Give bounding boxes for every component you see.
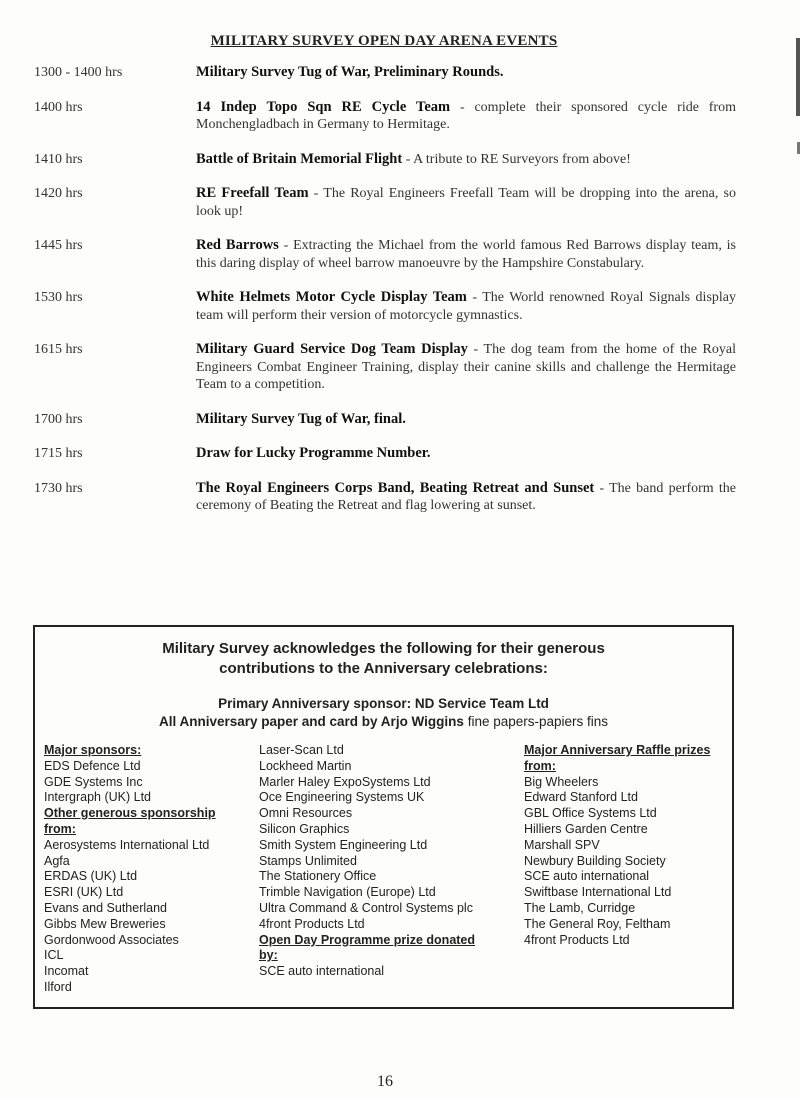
sponsor-column-2 — [259, 743, 475, 980]
primary-sponsor-block — [35, 695, 732, 731]
event-row — [34, 411, 736, 429]
arena-events-list — [34, 64, 736, 515]
sponsor-column-3 — [524, 743, 710, 948]
event-description — [196, 289, 736, 324]
event-time: 1300 - 1400 hrs — [34, 65, 123, 80]
sponsor-name: Agfa — [44, 853, 70, 868]
event-detail: - Extracting the Michael from the world famous Red Barrows display team, is this daring display of wheel barrow manoeuvre by the Hampshire Constabulary. — [196, 238, 736, 271]
event-name: Red Barrows — [196, 237, 279, 253]
event-time: 1445 hrs — [34, 238, 83, 253]
sponsor-name: Omni Resources — [259, 806, 353, 821]
paper-sponsor: All Anniversary paper and card by Arjo Wiggins — [158, 714, 464, 729]
page-title: MILITARY SURVEY OPEN DAY ARENA EVENTS — [210, 33, 558, 49]
event-row — [34, 99, 736, 134]
sponsor-name: Gibbs Mew Breweries — [44, 916, 166, 931]
sponsor-name: Marshall SPV — [524, 837, 600, 852]
event-time: 1715 hrs — [34, 446, 83, 461]
sponsor-name: Stamps Unlimited — [259, 853, 357, 868]
event-description — [196, 64, 736, 82]
event-detail: - The World renowned Royal Signals display team will perform their version of motorcycle gymnastics. — [196, 290, 736, 323]
event-name: RE Freefall Team — [196, 185, 309, 201]
event-time: 1700 hrs — [34, 411, 83, 427]
event-name: The Royal Engineers Corps Band, Beating Retreat and Sunset — [196, 479, 595, 496]
sponsor-column-1 — [44, 743, 216, 996]
sponsor-name: Ultra Command & Control Systems plc — [259, 900, 473, 915]
sponsor-name: EDS Defence Ltd — [44, 758, 141, 773]
acknowledgement-heading-line1: Military Survey acknowledges the following for their generous — [162, 640, 605, 657]
event-row — [34, 480, 736, 515]
sponsor-name: Marler Haley ExpoSystems Ltd — [259, 774, 431, 789]
sponsor-name: GBL Office Systems Ltd — [524, 806, 657, 821]
event-description — [196, 99, 736, 134]
sponsor-name: The Stationery Office — [259, 869, 377, 884]
event-time: 1400 hrs — [34, 99, 83, 115]
event-name: White Helmets Motor Cycle Display Team — [196, 289, 467, 305]
sponsor-name: SCE auto international — [524, 869, 650, 884]
edge-mark — [796, 38, 800, 116]
event-name: Draw for Lucky Programme Number. — [196, 445, 431, 461]
event-time: 1615 hrs — [34, 342, 83, 357]
sponsor-name: Lockheed Martin — [259, 758, 352, 773]
sponsor-name: Big Wheelers — [524, 774, 599, 789]
event-time: 1730 hrs — [34, 480, 83, 496]
event-name: Military Survey Tug of War, final. — [196, 410, 406, 427]
sponsor-name: Gordonwood Associates — [44, 932, 179, 947]
sponsor-name: The General Roy, Feltham — [524, 916, 671, 931]
sponsor-heading: Other generous sponsorship — [44, 806, 216, 821]
sponsor-name: Intergraph (UK) Ltd — [44, 790, 151, 805]
sponsor-name: SCE auto international — [259, 964, 385, 979]
primary-sponsor: Primary Anniversary sponsor: ND Service Team Ltd — [218, 696, 549, 711]
event-time: 1410 hrs — [34, 151, 83, 167]
sponsor-name: ICL — [44, 948, 64, 963]
event-description — [196, 237, 736, 272]
sponsor-name: 4front Products Ltd — [524, 932, 630, 947]
paper-sponsor-suffix: fine papers-papiers fins — [463, 714, 609, 729]
sponsor-name: Edward Stanford Ltd — [524, 790, 638, 805]
acknowledgement-box — [33, 625, 734, 1009]
acknowledgement-heading — [35, 639, 732, 679]
event-name: Military Guard Service Dog Team Display — [196, 341, 468, 357]
sponsor-heading: from: — [524, 758, 556, 773]
event-detail: - The Royal Engineers Freefall Team will be dropping into the arena, so look up! — [196, 186, 736, 219]
event-detail: - The dog team from the home of the Royal Engineers Combat Engineer Training, display their canine skills and challenge the Hermitage Team to a competition. — [196, 342, 736, 392]
event-description — [196, 185, 736, 220]
sponsor-heading: Major sponsors: — [44, 743, 142, 757]
sponsor-heading: Open Day Programme prize donated — [259, 932, 476, 947]
event-detail: - The band perform the ceremony of Beating the Retreat and flag lowering at sunset. — [196, 480, 736, 513]
sponsor-name: 4front Products Ltd — [259, 916, 365, 931]
event-description — [196, 341, 736, 394]
sponsor-name: Hilliers Garden Centre — [524, 821, 648, 836]
event-time: 1530 hrs — [34, 290, 83, 305]
event-name: Military Survey Tug of War, Preliminary Rounds. — [196, 64, 504, 80]
sponsor-name: Incomat — [44, 964, 89, 979]
sponsor-name: Ilford — [44, 979, 72, 994]
event-name: 14 Indep Topo Sqn RE Cycle Team — [196, 98, 451, 115]
event-row — [34, 341, 736, 394]
sponsor-name: ERDAS (UK) Ltd — [44, 869, 138, 884]
sponsor-name: Aerosystems International Ltd — [44, 837, 210, 852]
event-row — [34, 64, 736, 82]
sponsor-name: Smith System Engineering Ltd — [259, 837, 428, 852]
event-description — [196, 445, 736, 463]
sponsor-heading: Major Anniversary Raffle prizes — [524, 743, 711, 757]
event-time: 1420 hrs — [34, 186, 83, 201]
event-row — [34, 185, 736, 220]
sponsor-name: ESRI (UK) Ltd — [44, 885, 124, 900]
sponsor-heading: by: — [259, 948, 278, 963]
sponsor-name: Silicon Graphics — [259, 821, 350, 836]
event-description — [196, 411, 736, 429]
page-number: 16 — [377, 1073, 393, 1090]
event-row — [34, 237, 736, 272]
event-name: Battle of Britain Memorial Flight — [196, 150, 403, 167]
sponsor-name: Evans and Sutherland — [44, 900, 168, 915]
acknowledgement-heading-line2: contributions to the Anniversary celebrations: — [219, 660, 548, 677]
event-description — [196, 480, 736, 515]
event-row — [34, 289, 736, 324]
sponsor-name: Trimble Navigation (Europe) Ltd — [259, 885, 436, 900]
sponsor-name: Newbury Building Society — [524, 853, 666, 868]
sponsor-name: Laser-Scan Ltd — [259, 743, 344, 757]
sponsor-name: The Lamb, Curridge — [524, 900, 636, 915]
sponsor-name: Oce Engineering Systems UK — [259, 790, 425, 805]
event-detail: - complete their sponsored cycle ride from Monchengladbach in Germany to Hermitage. — [196, 99, 736, 132]
sponsor-heading: from: — [44, 821, 76, 836]
sponsor-name: Swiftbase International Ltd — [524, 885, 672, 900]
event-description — [196, 151, 736, 169]
event-row — [34, 445, 736, 463]
event-detail: - A tribute to RE Surveyors from above! — [402, 151, 631, 167]
sponsor-name: GDE Systems Inc — [44, 774, 143, 789]
event-row — [34, 151, 736, 169]
